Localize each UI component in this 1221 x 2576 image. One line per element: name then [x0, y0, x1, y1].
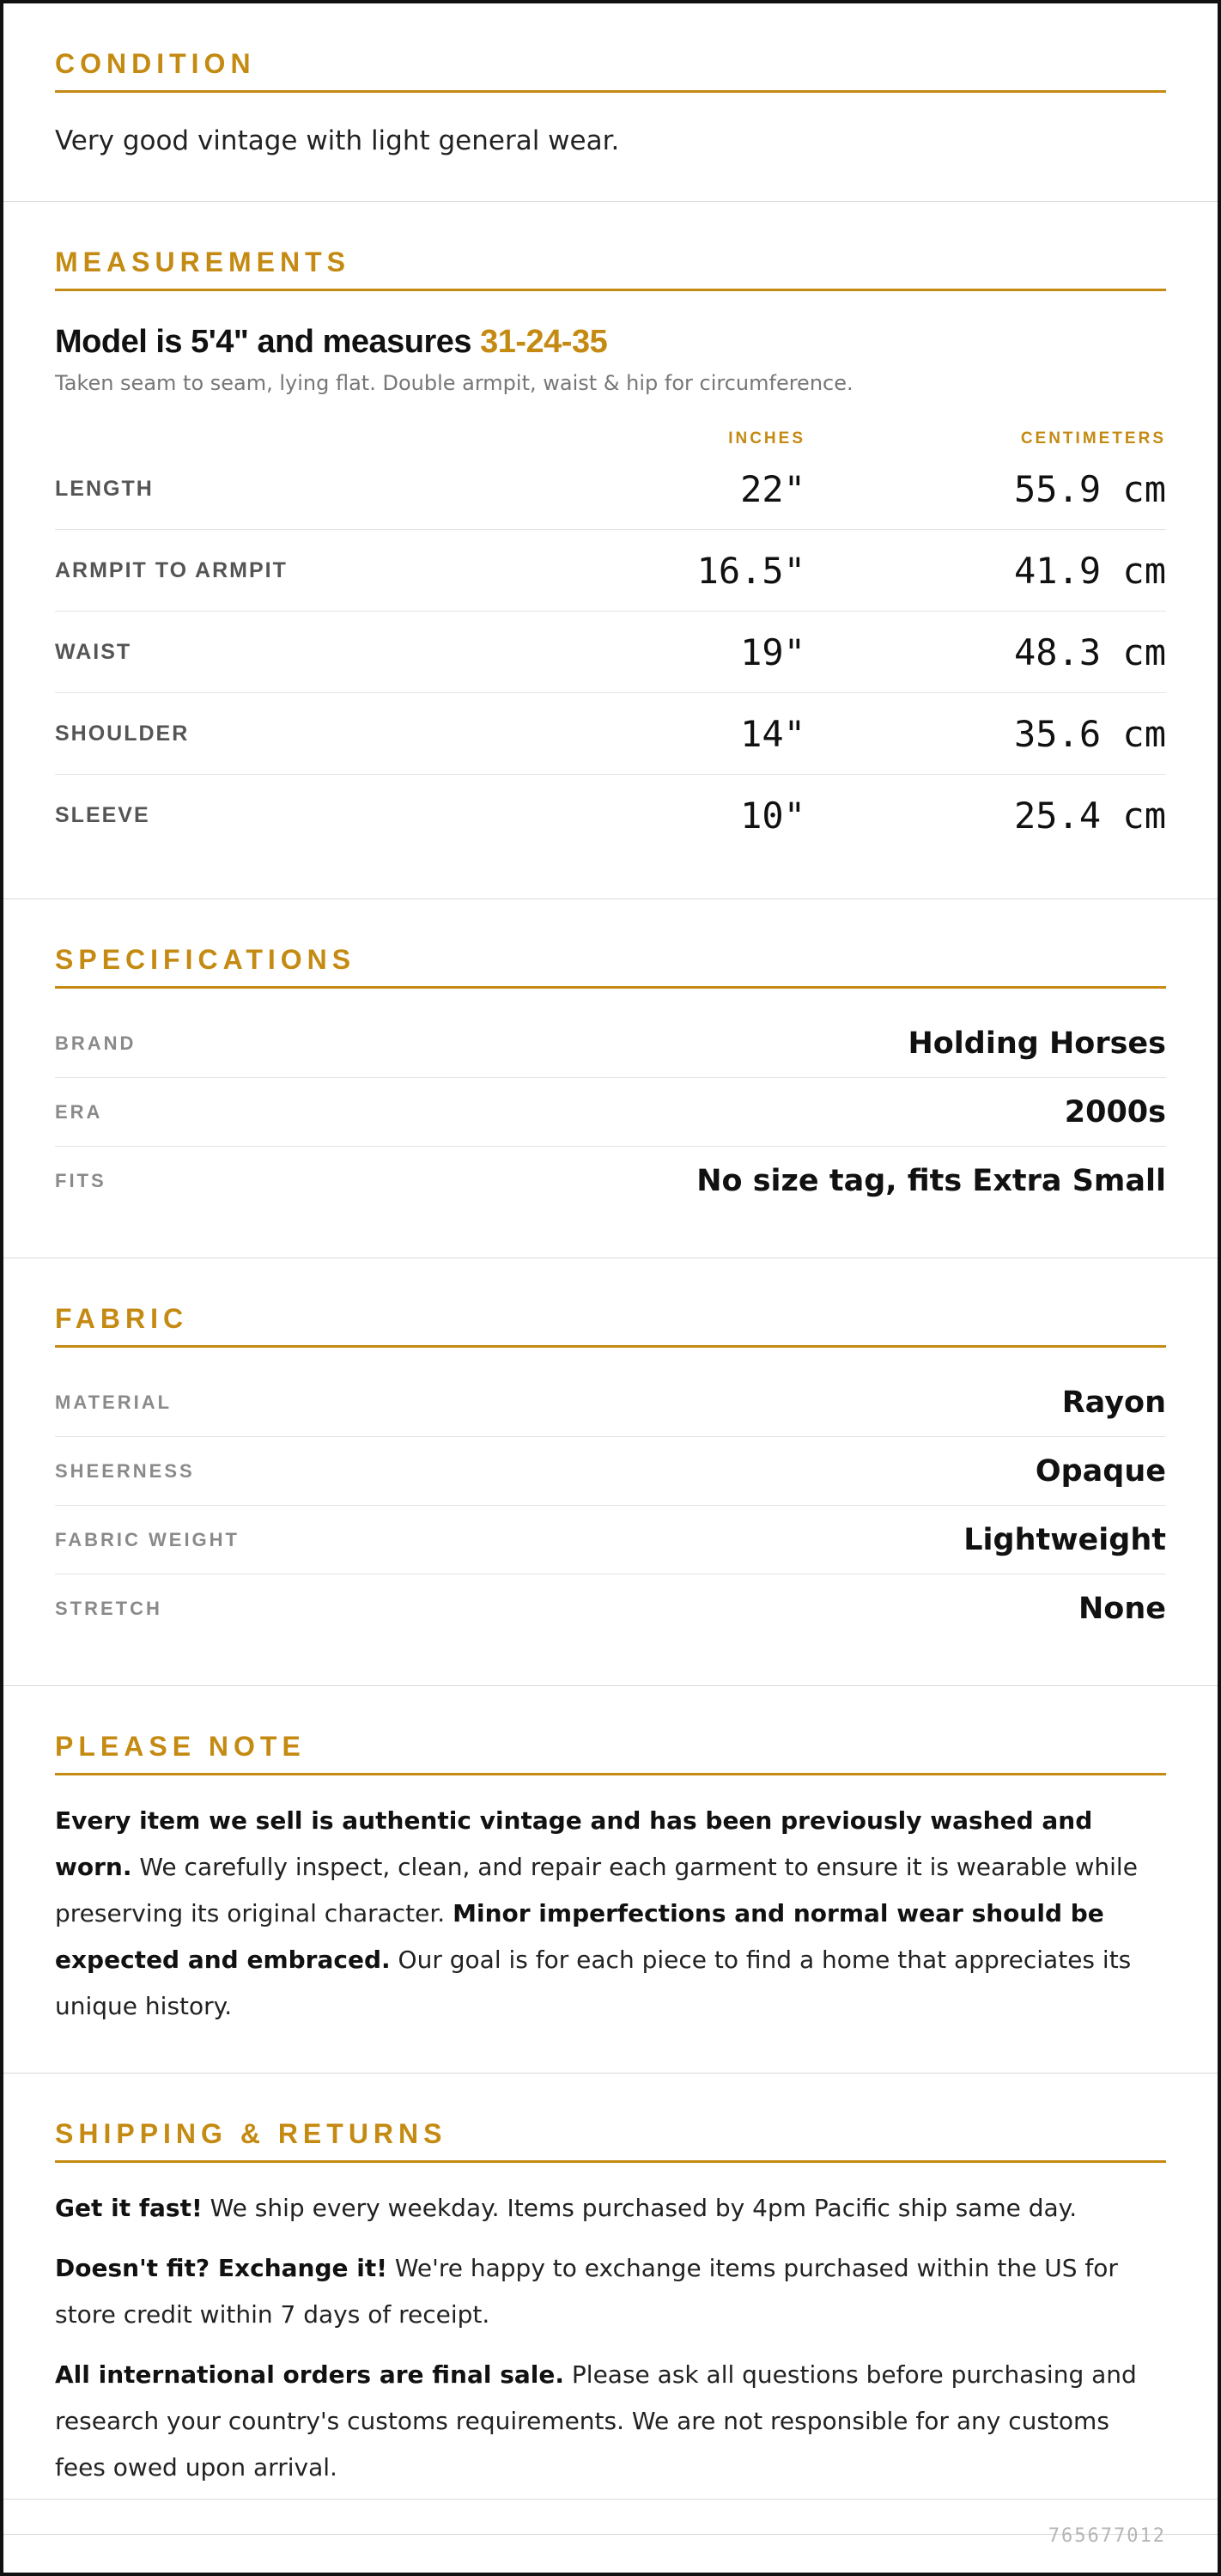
measurement-row-length	[55, 448, 1166, 530]
fabric-value: Lightweight	[963, 1522, 1166, 1557]
note-bold-1: Every item we sell is authentic vintage and has been previously washed and worn.	[55, 1806, 1093, 1882]
spec-row-fits	[55, 1147, 1166, 1215]
exchange-text: We're happy to exchange items purchased within the US for store credit within 7 days of receipt.	[55, 2254, 1118, 2329]
fabric-heading: FABRIC	[55, 1303, 1166, 1348]
measurements-heading: MEASUREMENTS	[55, 247, 1166, 291]
measurement-cm: 35.6 cm	[1013, 712, 1166, 755]
model-prefix: Model is 5'4" and measures	[55, 324, 481, 361]
measurement-row-armpit	[55, 530, 1166, 612]
spec-value: 2000s	[1064, 1094, 1166, 1130]
spec-key: FITS	[55, 1169, 106, 1191]
footer-divider	[3, 2499, 1218, 2500]
fabric-value: Rayon	[1061, 1385, 1166, 1420]
exchange-bold: Doesn't fit? Exchange it!	[55, 2254, 387, 2283]
shipping-returns-heading: SHIPPING & RETURNS	[55, 2118, 1166, 2163]
spec-key: ERA	[55, 1100, 103, 1123]
shipping-paragraph-international	[55, 2352, 1166, 2491]
spec-row-brand	[55, 1009, 1166, 1078]
fabric-key: SHEERNESS	[55, 1459, 195, 1482]
note-bold-2: Minor imperfections and normal wear should be expected and embraced.	[55, 1899, 1104, 1975]
measurement-label: ARMPIT TO ARMPIT	[55, 557, 288, 582]
condition-section	[3, 3, 1218, 202]
fabric-list	[55, 1368, 1166, 1642]
model-measures-value: 31-24-35	[480, 324, 608, 361]
sku-number: 765677012	[1048, 2525, 1166, 2547]
measurement-label: SLEEVE	[55, 802, 150, 827]
measurement-inches: 10"	[740, 794, 805, 837]
spec-row-era	[55, 1078, 1166, 1147]
specifications-heading: SPECIFICATIONS	[55, 944, 1166, 989]
model-measures-line	[55, 324, 1166, 361]
measurement-cm: 48.3 cm	[1013, 630, 1166, 673]
fabric-row-sheerness	[55, 1437, 1166, 1506]
inches-column-header: INCHES	[728, 429, 805, 448]
shipping-text: We ship every weekday. Items purchased by 4pm Pacific ship same day.	[202, 2194, 1078, 2223]
fabric-value: Opaque	[1035, 1453, 1166, 1489]
please-note-heading: PLEASE NOTE	[55, 1731, 1166, 1775]
measurement-label: SHOULDER	[55, 721, 190, 746]
measurement-cm: 25.4 cm	[1013, 794, 1166, 837]
condition-heading: CONDITION	[55, 48, 1166, 93]
measurement-inches: 14"	[740, 712, 805, 755]
measurement-label: LENGTH	[55, 476, 154, 501]
measurement-cm: 41.9 cm	[1013, 549, 1166, 592]
shipping-paragraph-fast	[55, 2185, 1166, 2232]
shipping-returns-section	[3, 2074, 1218, 2535]
centimeters-column-header: CENTIMETERS	[1020, 429, 1166, 448]
measurement-table-header	[55, 429, 1166, 448]
international-bold: All international orders are final sale.	[55, 2360, 565, 2390]
measurement-inches: 16.5"	[696, 549, 805, 592]
condition-text: Very good vintage with light general wear.	[55, 125, 620, 156]
please-note-section	[3, 1686, 1218, 2074]
measurement-row-waist	[55, 612, 1166, 693]
measurement-label: WAIST	[55, 639, 132, 664]
measurement-inches: 22"	[740, 467, 805, 510]
measurement-note: Taken seam to seam, lying flat. Double armpit, waist & hip for circumference.	[55, 371, 853, 396]
spec-key: BRAND	[55, 1032, 137, 1054]
measurement-row-shoulder	[55, 693, 1166, 775]
spec-value: Holding Horses	[908, 1026, 1166, 1061]
fabric-row-stretch	[55, 1574, 1166, 1642]
please-note-paragraph	[55, 1798, 1166, 2030]
shipping-bold: Get it fast!	[55, 2194, 203, 2223]
specifications-section	[3, 899, 1218, 1258]
measurements-section	[3, 202, 1218, 899]
fabric-row-material	[55, 1368, 1166, 1437]
fabric-key: MATERIAL	[55, 1391, 173, 1413]
international-text: Please ask all questions before purchasing and research your country's customs requirements. We are not responsible for any customs fees owed upon arrival.	[55, 2360, 1137, 2482]
fabric-key: STRETCH	[55, 1597, 162, 1619]
fabric-section	[3, 1258, 1218, 1686]
measurement-cm: 55.9 cm	[1013, 467, 1166, 510]
specifications-list	[55, 1009, 1166, 1215]
note-text-1: We carefully inspect, clean, and repair each garment to ensure it is wearable while preserving its original character.	[55, 1853, 1138, 1928]
spec-value: No size tag, fits Extra Small	[696, 1163, 1166, 1198]
fabric-value: None	[1078, 1591, 1166, 1626]
shipping-paragraph-exchange	[55, 2245, 1166, 2338]
measurement-table	[55, 448, 1166, 856]
fabric-key: FABRIC WEIGHT	[55, 1528, 240, 1550]
fabric-row-weight	[55, 1506, 1166, 1574]
measurement-row-sleeve	[55, 775, 1166, 856]
note-text-2: Our goal is for each piece to find a home that appreciates its unique history.	[55, 1946, 1132, 2021]
measurement-inches: 19"	[740, 630, 805, 673]
